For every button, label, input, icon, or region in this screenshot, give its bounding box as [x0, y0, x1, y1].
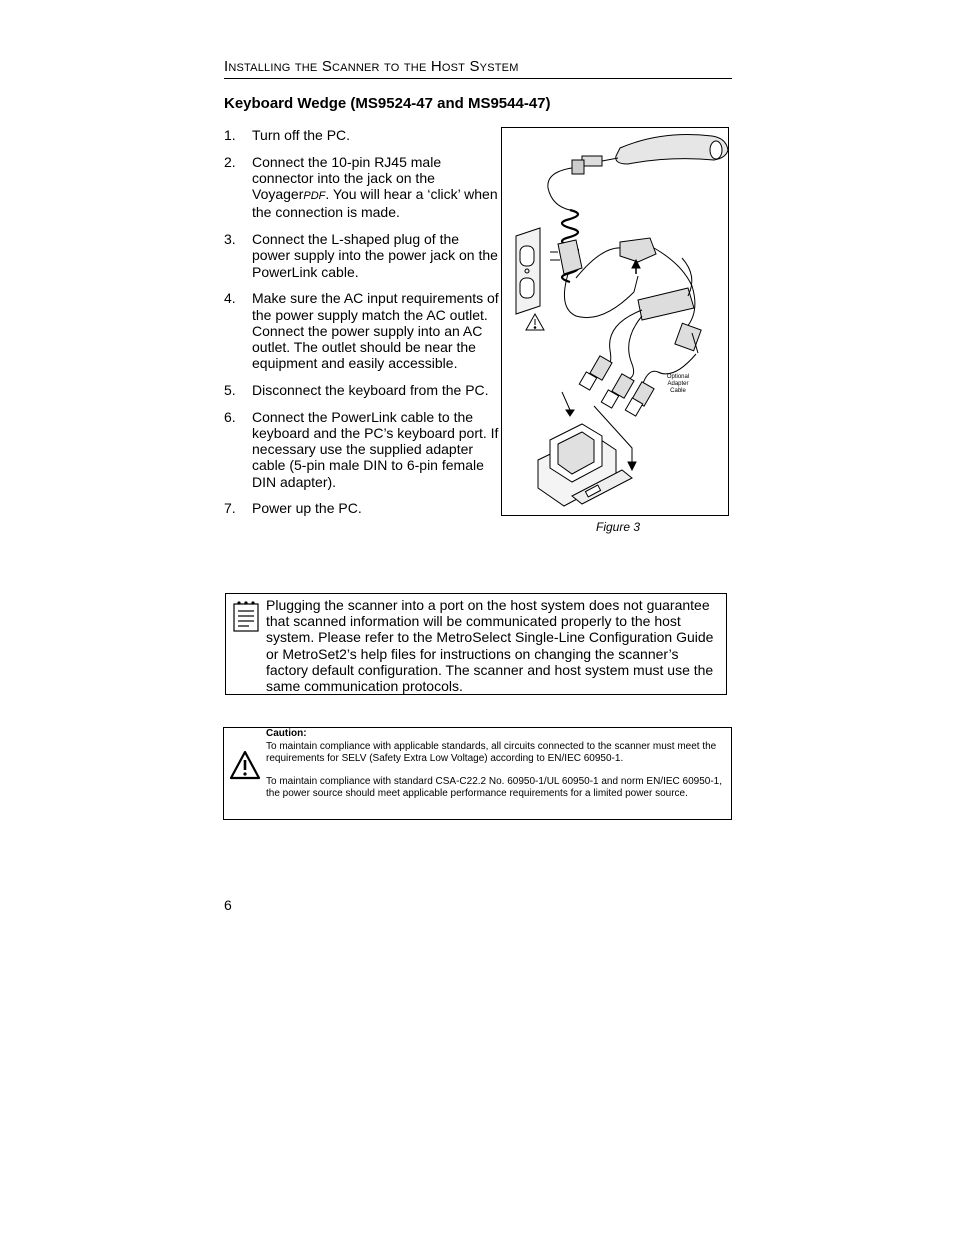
step-number: 3.	[224, 231, 236, 248]
caution-title: Caution:	[266, 728, 307, 739]
note-text: Plugging the scanner into a port on the host system does not guarantee that scanned information will be communicated properly to the host system. Please refer to the MetroSelect Single-Line Configuration Guide or MetroSet2’s help files for instructions on changing the scanner’s factory default configuration. The scanner and host system must use the same communication protocols.	[266, 597, 714, 695]
wall-outlet-icon	[516, 228, 540, 314]
note-icon	[233, 600, 259, 632]
step-text: Make sure the AC input requirements of the power supply match the AC outlet. Connect the power supply into an AC outlet. The outlet should be near the equipment and easily accessible.	[252, 290, 499, 372]
page-header: Installing the Scanner to the Host System	[224, 58, 732, 79]
product-suffix: PDF	[303, 190, 326, 203]
step-item	[224, 500, 499, 516]
step-text: Disconnect the keyboard from the PC.	[252, 382, 489, 399]
step-number: 2.	[224, 153, 236, 170]
caution-box	[223, 727, 732, 820]
step-item	[224, 409, 499, 490]
optional-adapter-label	[658, 374, 698, 395]
step-text-continued: . You will hear a ‘click’ when the connection is made.	[252, 186, 498, 221]
step-number: 4.	[224, 290, 236, 307]
step-item	[224, 290, 499, 371]
step-text: Connect the 10-pin RJ45 male connector into the jack on the Voyager	[252, 153, 442, 203]
step-number: 5.	[224, 382, 236, 399]
step-item	[224, 127, 499, 143]
coiled-cable	[548, 168, 622, 282]
step-text: Turn off the PC.	[252, 127, 351, 143]
section-title: Keyboard Wedge (MS9524-47 and MS9544-47)	[224, 95, 551, 112]
step-text: Connect the L-shaped plug of the power supply into the power jack on the PowerLink cable.	[252, 231, 498, 280]
step-number: 1.	[224, 127, 236, 143]
step-text: Power up the PC.	[252, 500, 362, 517]
step-number: 6.	[224, 408, 236, 425]
step-item	[224, 231, 499, 280]
figure-caption: Figure 3	[596, 520, 641, 534]
optional-adapter-label-line2: Adapter	[667, 381, 689, 387]
steps-list	[224, 127, 499, 527]
optional-adapter-label-line1: Optional	[666, 374, 690, 380]
computer-icon	[538, 424, 632, 506]
warning-icon	[229, 750, 261, 780]
installation-illustration	[502, 128, 728, 515]
installation-figure	[501, 127, 729, 516]
step-number: 7.	[224, 500, 236, 517]
caution-paragraph-2: To maintain compliance with standard CSA-C22.2 No. 60950-1/UL 60950-1 and norm EN/IEC 60950-1, the power source should meet applicable performance requirements for a limited power source.	[266, 776, 722, 799]
caution-paragraph-1: To maintain compliance with applicable standards, all circuits connected to the scanner must meet the requirements for SELV (Safety Extra Low Voltage) according to EN/IEC 60950-1.	[266, 741, 717, 764]
warning-icon	[526, 314, 544, 330]
powerlink-body	[598, 258, 694, 380]
step-item	[224, 154, 499, 221]
step-text: Connect the PowerLink cable to the keyboard and the PC’s keyboard port. If necessary use the supplied adapter cable (5-pin male DIN to 6-pin female DIN adapter).	[252, 408, 499, 490]
step-item	[224, 382, 499, 398]
optional-adapter-label-line3: Cable	[670, 388, 686, 394]
scanner-icon	[572, 135, 728, 175]
note-box	[225, 593, 727, 695]
page-number: 6	[224, 897, 232, 913]
